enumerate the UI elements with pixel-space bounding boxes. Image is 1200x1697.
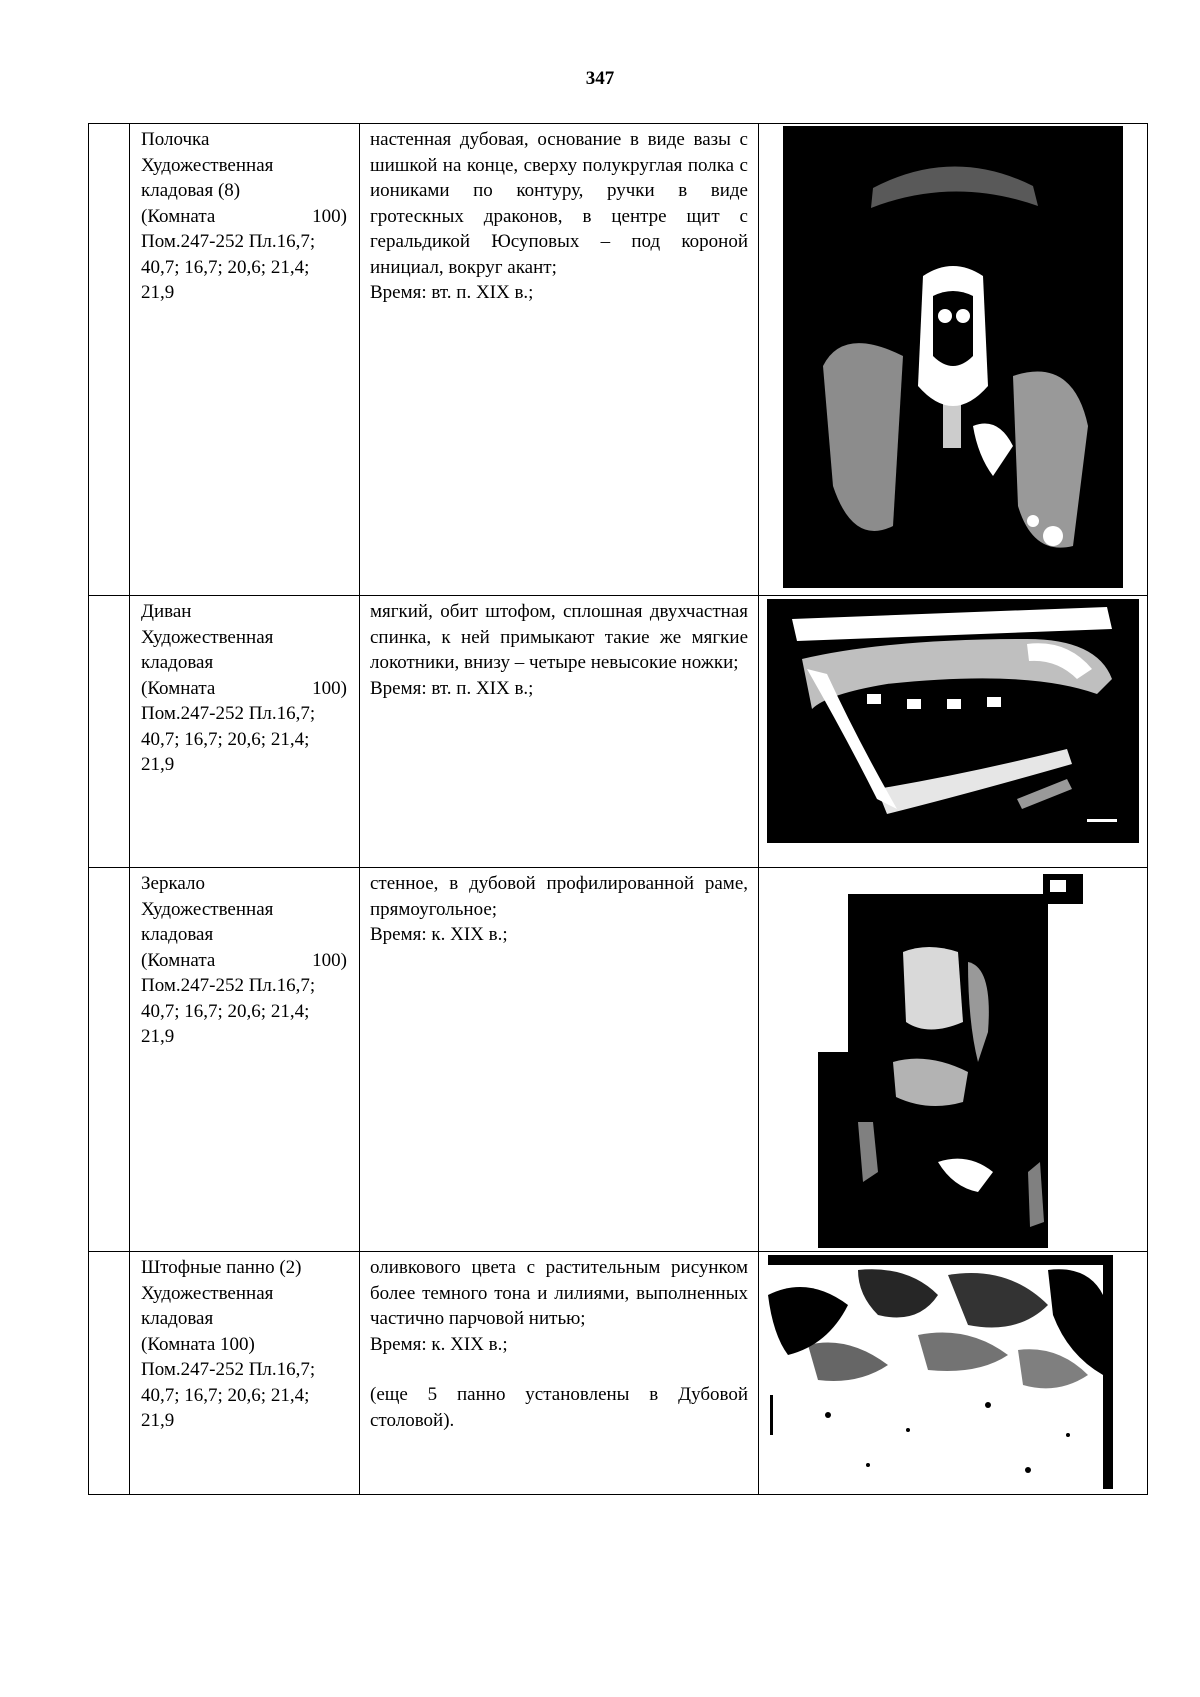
item-areas: 40,7; 16,7; 20,6; 21,4; — [141, 728, 310, 750]
item-name: Штофные панно (2) — [141, 1257, 302, 1278]
item-rooms: Пом.247-252 Пл.16,7; — [141, 231, 316, 252]
item-areas-2: 21,9 — [141, 1026, 175, 1047]
item-location: Художественная — [141, 1282, 274, 1304]
item-areas: 40,7; 16,7; 20,6; 21,4; — [141, 1000, 310, 1022]
item-note: (еще 5 панно установлены в Дубовой столовой). — [370, 1384, 748, 1431]
item-name: Диван — [141, 601, 192, 622]
photo-cell — [759, 124, 1148, 596]
item-room: (Комната 100) — [141, 1333, 255, 1355]
number-cell — [89, 1252, 130, 1495]
item-areas: 40,7; 16,7; 20,6; 21,4; — [141, 1384, 310, 1406]
photo-cell — [759, 868, 1148, 1252]
number-cell — [89, 596, 130, 868]
description-cell — [360, 868, 759, 1252]
item-areas-2: 21,9 — [141, 282, 175, 303]
item-rooms: Пом.247-252 Пл.16,7; — [141, 703, 316, 724]
sofa-photo — [767, 599, 1139, 843]
table-row — [89, 1252, 1148, 1495]
description-cell — [360, 124, 759, 596]
name-cell — [130, 868, 360, 1252]
item-location-2: кладовая — [141, 1308, 214, 1329]
room-label: (Комната — [141, 677, 216, 699]
item-areas-2: 21,9 — [141, 1410, 175, 1431]
item-time: Время: вт. п. XIX в.; — [370, 282, 534, 303]
table-row — [89, 868, 1148, 1252]
mirror-photo — [818, 872, 1088, 1248]
name-cell — [130, 124, 360, 596]
number-cell — [89, 124, 130, 596]
room-number: 100) — [312, 205, 347, 227]
item-rooms: Пом.247-252 Пл.16,7; — [141, 975, 316, 996]
item-areas: 40,7; 16,7; 20,6; 21,4; — [141, 256, 310, 278]
item-time: Время: к. XIX в.; — [370, 1333, 508, 1355]
description-cell — [360, 596, 759, 868]
table-row — [89, 124, 1148, 596]
room-label: (Комната — [141, 205, 216, 227]
photo-cell — [759, 596, 1148, 868]
item-time: Время: вт. п. XIX в.; — [370, 677, 534, 699]
room-label: (Комната — [141, 949, 216, 971]
item-name: Полочка — [141, 129, 210, 150]
damask-panel-photo — [768, 1255, 1113, 1489]
inventory-table — [88, 123, 1148, 1495]
description-cell — [360, 1252, 759, 1495]
shelf-photo — [783, 126, 1123, 588]
item-location: Художественная — [141, 154, 274, 176]
room-number: 100) — [312, 949, 347, 971]
item-rooms: Пом.247-252 Пл.16,7; — [141, 1359, 316, 1380]
item-description: стенное, в дубовой профилированной раме, прямоугольное; — [370, 873, 748, 920]
item-description: оливкового цвета с растительным рисунком более темного тона и лилиями, выполненных частично парчовой нитью; — [370, 1257, 748, 1329]
name-cell — [130, 1252, 360, 1495]
item-location-2: кладовая — [141, 652, 214, 673]
item-areas-2: 21,9 — [141, 754, 175, 775]
table-row — [89, 596, 1148, 868]
name-cell — [130, 596, 360, 868]
item-location-2: кладовая (8) — [141, 180, 241, 201]
item-name: Зеркало — [141, 873, 205, 894]
item-location-2: кладовая — [141, 924, 214, 945]
item-description: мягкий, обит штофом, сплошная двухчастная спинка, к ней примыкают такие же мягкие локотники, внизу – четыре невысокие ножки; — [370, 601, 748, 673]
photo-cell — [759, 1252, 1148, 1495]
number-cell — [89, 868, 130, 1252]
item-location: Художественная — [141, 898, 274, 920]
room-number: 100) — [312, 677, 347, 699]
item-time: Время: к. XIX в.; — [370, 924, 508, 945]
item-location: Художественная — [141, 626, 274, 648]
page-number: 347 — [585, 68, 615, 89]
item-description: настенная дубовая, основание в виде вазы с шишкой на конце, сверху полукруглая полка с иониками по контуру, ручки в виде гротескных драконов, в центре щит с геральдикой Юсуповых – под короной инициал, вокруг акант; — [370, 129, 748, 278]
